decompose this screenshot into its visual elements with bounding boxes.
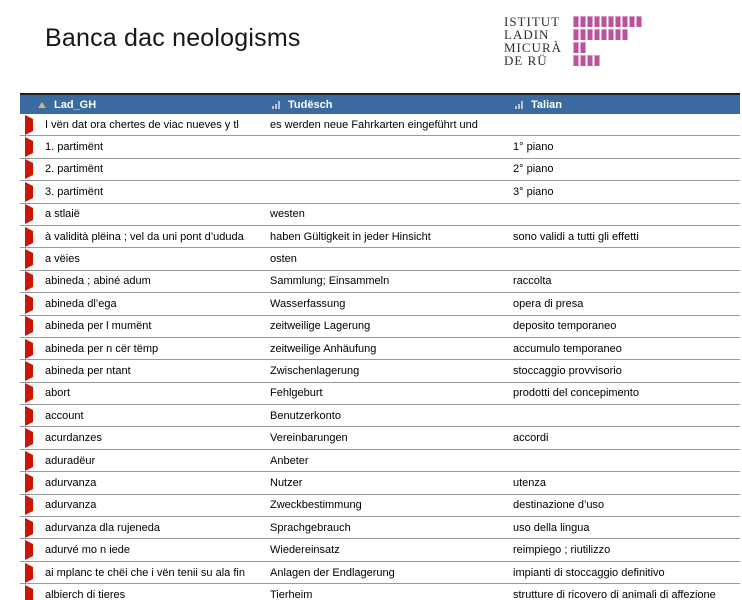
- cell-tudesch: Zwischenlagerung: [270, 364, 360, 377]
- row-selector[interactable]: [20, 522, 45, 534]
- cell-lad-gh: à validità plëina ; vel da uni pont d’ududa: [45, 230, 244, 243]
- column-header-label: Talian: [531, 98, 562, 111]
- cell-lad-gh: abineda per n cër tëmp: [45, 342, 159, 355]
- cell-lad-gh: adurvanza: [45, 476, 97, 489]
- row-selector[interactable]: [20, 298, 45, 310]
- row-selector[interactable]: [20, 477, 45, 489]
- cell-tudesch: Anbeter: [270, 454, 309, 467]
- cell-talian: utenza: [513, 476, 547, 489]
- cell-talian: accumulo temporaneo: [513, 342, 622, 355]
- logo-mosaic-icon: [573, 15, 642, 66]
- logo-line: MICURÀ: [504, 40, 563, 55]
- table-row: [20, 136, 740, 158]
- table-row: [20, 360, 740, 382]
- cell-lad-gh: 2. partimënt: [45, 163, 104, 176]
- table-row: [20, 338, 740, 360]
- cell-lad-gh: abineda per ntant: [45, 364, 131, 377]
- cell-talian: uso della lingua: [513, 521, 590, 534]
- cell-tudesch: zeitweilige Anhäufung: [270, 342, 377, 355]
- cell-talian: destinazione d’uso: [513, 499, 605, 512]
- play-icon: [25, 518, 33, 538]
- page-title: Banca dac neologisms: [45, 24, 301, 52]
- cell-tudesch: Sprachgebrauch: [270, 521, 351, 534]
- cell-tudesch: westen: [270, 208, 305, 221]
- cell-lad-gh: albierch di tieres: [45, 588, 126, 600]
- table-row: [20, 181, 740, 203]
- column-header-label: Lad_GH: [54, 98, 97, 111]
- cell-tudesch: Anlagen der Endlagerung: [270, 566, 395, 579]
- table-row: [20, 584, 740, 600]
- row-selector[interactable]: [20, 186, 45, 198]
- table-row: [20, 226, 740, 248]
- row-selector[interactable]: [20, 208, 45, 220]
- table-row: [20, 293, 740, 315]
- table-header-row: [20, 93, 740, 114]
- cell-lad-gh: abineda ; abiné adum: [45, 275, 151, 288]
- row-selector[interactable]: [20, 365, 45, 377]
- cell-tudesch: zeitweilige Lagerung: [270, 320, 371, 333]
- row-selector[interactable]: [20, 567, 45, 579]
- row-selector[interactable]: [20, 544, 45, 556]
- table-row: [20, 539, 740, 561]
- play-icon: [25, 137, 33, 157]
- row-selector[interactable]: [20, 589, 45, 600]
- row-selector[interactable]: [20, 253, 45, 265]
- cell-lad-gh: 1. partimënt: [45, 141, 104, 154]
- play-icon: [25, 585, 33, 600]
- cell-talian: strutture di ricovero di animali di affezione: [513, 588, 716, 600]
- table-row: [20, 271, 740, 293]
- logo-line: DE RÜ: [504, 53, 548, 68]
- row-selector[interactable]: [20, 141, 45, 153]
- column-header-label: Tudësch: [288, 98, 333, 111]
- cell-tudesch: Vereinbarungen: [270, 432, 348, 445]
- cell-talian: opera di presa: [513, 297, 584, 310]
- play-icon: [25, 204, 33, 224]
- play-icon: [25, 428, 33, 448]
- cell-tudesch: Wiedereinsatz: [270, 544, 340, 557]
- bar-chart-icon: [515, 101, 523, 109]
- cell-talian: 3° piano: [513, 185, 554, 198]
- column-header-lad-gh[interactable]: [20, 99, 270, 111]
- cell-lad-gh: 3. partimënt: [45, 185, 104, 198]
- play-icon: [25, 339, 33, 359]
- play-icon: [25, 473, 33, 493]
- play-icon: [25, 383, 33, 403]
- row-selector[interactable]: [20, 343, 45, 355]
- row-selector[interactable]: [20, 320, 45, 332]
- cell-lad-gh: adurvanza: [45, 499, 97, 512]
- cell-lad-gh: I vën dat ora chertes de viac nueves y tl: [45, 118, 239, 131]
- table-row: [20, 450, 740, 472]
- play-icon: [25, 227, 33, 247]
- cell-tudesch: Tierheim: [270, 588, 313, 600]
- cell-tudesch: es werden neue Fahrkarten eingeführt und: [270, 118, 478, 131]
- play-icon: [25, 406, 33, 426]
- cell-talian: sono validi a tutti gli effetti: [513, 230, 639, 243]
- cell-lad-gh: a vëies: [45, 253, 80, 266]
- istitut-ladin-logo: [504, 15, 642, 67]
- cell-talian: prodotti del concepimento: [513, 387, 639, 400]
- table-row: [20, 562, 740, 584]
- column-header-talian[interactable]: [513, 99, 740, 111]
- cell-talian: raccolta: [513, 275, 552, 288]
- cell-talian: impianti di stoccaggio definitivo: [513, 566, 665, 579]
- row-selector[interactable]: [20, 119, 45, 131]
- table-row: [20, 204, 740, 226]
- play-icon: [25, 316, 33, 336]
- cell-lad-gh: abort: [45, 387, 71, 400]
- cell-tudesch: Fehlgeburt: [270, 387, 323, 400]
- cell-tudesch: osten: [270, 253, 297, 266]
- table-row: [20, 427, 740, 449]
- cell-talian: 2° piano: [513, 163, 554, 176]
- play-icon: [25, 563, 33, 583]
- row-selector[interactable]: [20, 387, 45, 399]
- play-icon: [25, 451, 33, 471]
- play-icon: [25, 249, 33, 269]
- table-row: [20, 114, 740, 136]
- cell-lad-gh: a stlaië: [45, 208, 80, 221]
- cell-lad-gh: adurvanza dla rujeneda: [45, 521, 160, 534]
- table-row: [20, 159, 740, 181]
- table-body: [20, 114, 740, 600]
- cell-lad-gh: abineda dl’ega: [45, 297, 117, 310]
- play-icon: [25, 115, 33, 135]
- cell-lad-gh: adurvé mo n iede: [45, 544, 130, 557]
- play-icon: [25, 294, 33, 314]
- bar-chart-icon: [272, 101, 280, 109]
- table-row: [20, 316, 740, 338]
- cell-lad-gh: aduradëur: [45, 454, 96, 467]
- cell-lad-gh: account: [45, 409, 84, 422]
- cell-talian: 1° piano: [513, 141, 554, 154]
- cell-talian: stoccaggio provvisorio: [513, 364, 622, 377]
- neologisms-table: [20, 93, 740, 600]
- table-row: [20, 495, 740, 517]
- column-header-tudesch[interactable]: [270, 99, 513, 111]
- play-icon: [25, 540, 33, 560]
- row-selector[interactable]: [20, 163, 45, 175]
- row-selector[interactable]: [20, 455, 45, 467]
- table-row: [20, 517, 740, 539]
- play-icon: [25, 271, 33, 291]
- play-icon: [25, 361, 33, 381]
- cell-tudesch: Zweckbestimmung: [270, 499, 362, 512]
- cell-tudesch: Wasserfassung: [270, 297, 346, 310]
- row-selector[interactable]: [20, 410, 45, 422]
- table-row: [20, 405, 740, 427]
- cell-talian: accordi: [513, 432, 549, 445]
- table-row: [20, 472, 740, 494]
- logo-text: [504, 15, 562, 67]
- play-icon: [25, 182, 33, 202]
- cell-talian: deposito temporaneo: [513, 320, 617, 333]
- cell-tudesch: Benutzerkonto: [270, 409, 341, 422]
- row-selector[interactable]: [20, 275, 45, 287]
- cell-lad-gh: acurdanzes: [45, 432, 102, 445]
- play-icon: [25, 495, 33, 515]
- cell-tudesch: haben Gültigkeit in jeder Hinsicht: [270, 230, 431, 243]
- sort-ascending-icon: [38, 102, 46, 108]
- cell-lad-gh: abineda per l mumënt: [45, 320, 152, 333]
- play-icon: [25, 159, 33, 179]
- cell-tudesch: Sammlung; Einsammeln: [270, 275, 390, 288]
- logo-line: ISTITUT: [504, 14, 561, 29]
- cell-lad-gh: ai mplanc te chëi che i vën tenii su ala fin: [45, 566, 245, 579]
- row-selector[interactable]: [20, 432, 45, 444]
- table-row: [20, 248, 740, 270]
- row-selector[interactable]: [20, 231, 45, 243]
- table-row: [20, 383, 740, 405]
- cell-tudesch: Nutzer: [270, 476, 303, 489]
- cell-talian: reimpiego ; riutilizzo: [513, 544, 611, 557]
- logo-line: LADIN: [504, 27, 550, 42]
- row-selector[interactable]: [20, 499, 45, 511]
